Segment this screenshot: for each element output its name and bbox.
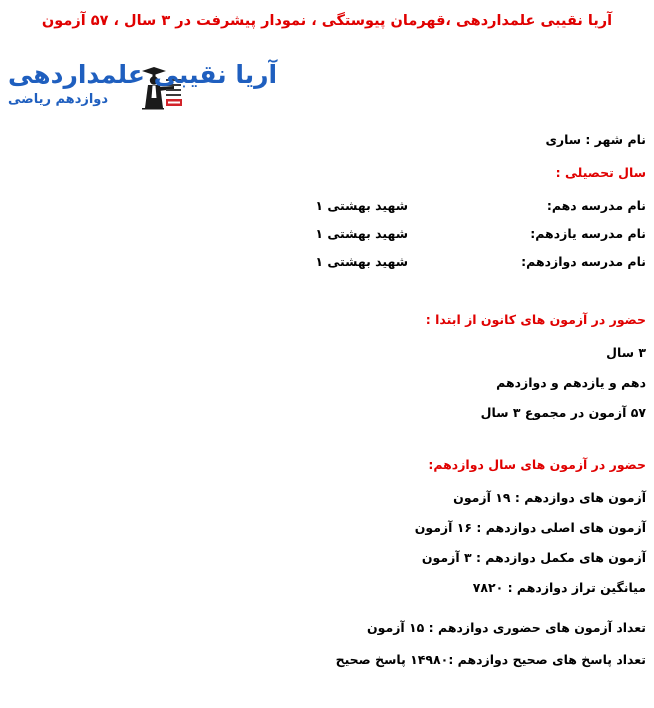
table-row <box>8 254 646 271</box>
school-value-12: شهید بهشتی ۱ <box>315 254 408 269</box>
overall-grades: دهم و یازدهم و دوازدهم <box>496 375 646 390</box>
school-label-12: نام مدرسه دوازدهم: <box>521 254 646 269</box>
twelfth-main-exams: آزمون های اصلی دوازدهم : ۱۶ آزمون <box>414 520 646 535</box>
school-value-11: شهید بهشتی ۱ <box>315 226 408 241</box>
school-label-11: نام مدرسه یازدهم: <box>530 226 646 241</box>
twelfth-in-person-exams: تعداد آزمون های حضوری دوازدهم : ۱۵ آزمون <box>366 620 646 635</box>
page-title: آریا نقیبی علمداردهی ،قهرمان پیوستگی ، نمودار پیشرفت در ۳ سال ، ۵۷ آزمون <box>41 13 613 29</box>
overall-attendance-heading: حضور در آزمون های کانون از ابتدا : <box>425 312 646 327</box>
student-name: آریا نقیبی علمداردهی <box>8 60 278 89</box>
school-label-10: نام مدرسه دهم: <box>546 198 646 213</box>
city-line: نام شهر : ساری <box>545 132 646 147</box>
student-grade: دوازدهم ریاضی <box>8 92 109 107</box>
twelfth-supplementary-exams: آزمون های مکمل دوازدهم : ۳ آزمون <box>421 550 646 565</box>
table-row <box>8 198 646 215</box>
table-row <box>8 226 646 243</box>
overall-exam-count: ۵۷ آزمون در مجموع ۳ سال <box>480 405 646 420</box>
student-name-block <box>0 60 654 108</box>
twelfth-attendance-heading: حضور در آزمون های سال دوازدهم: <box>428 457 646 472</box>
twelfth-correct-answers: تعداد پاسخ های صحیح دوازدهم :۱۴۹۸۰ پاسخ صحیح <box>335 652 646 667</box>
school-value-10: شهید بهشتی ۱ <box>315 198 408 213</box>
overall-years: ۳ سال <box>606 345 646 360</box>
report-header <box>0 60 654 122</box>
academic-year-label: سال تحصیلی : <box>555 165 646 180</box>
twelfth-average-taraz: میانگین تراز دوازدهم : ۷۸۲۰ <box>472 580 646 595</box>
twelfth-total-exams: آزمون های دوازدهم : ۱۹ آزمون <box>453 490 646 505</box>
